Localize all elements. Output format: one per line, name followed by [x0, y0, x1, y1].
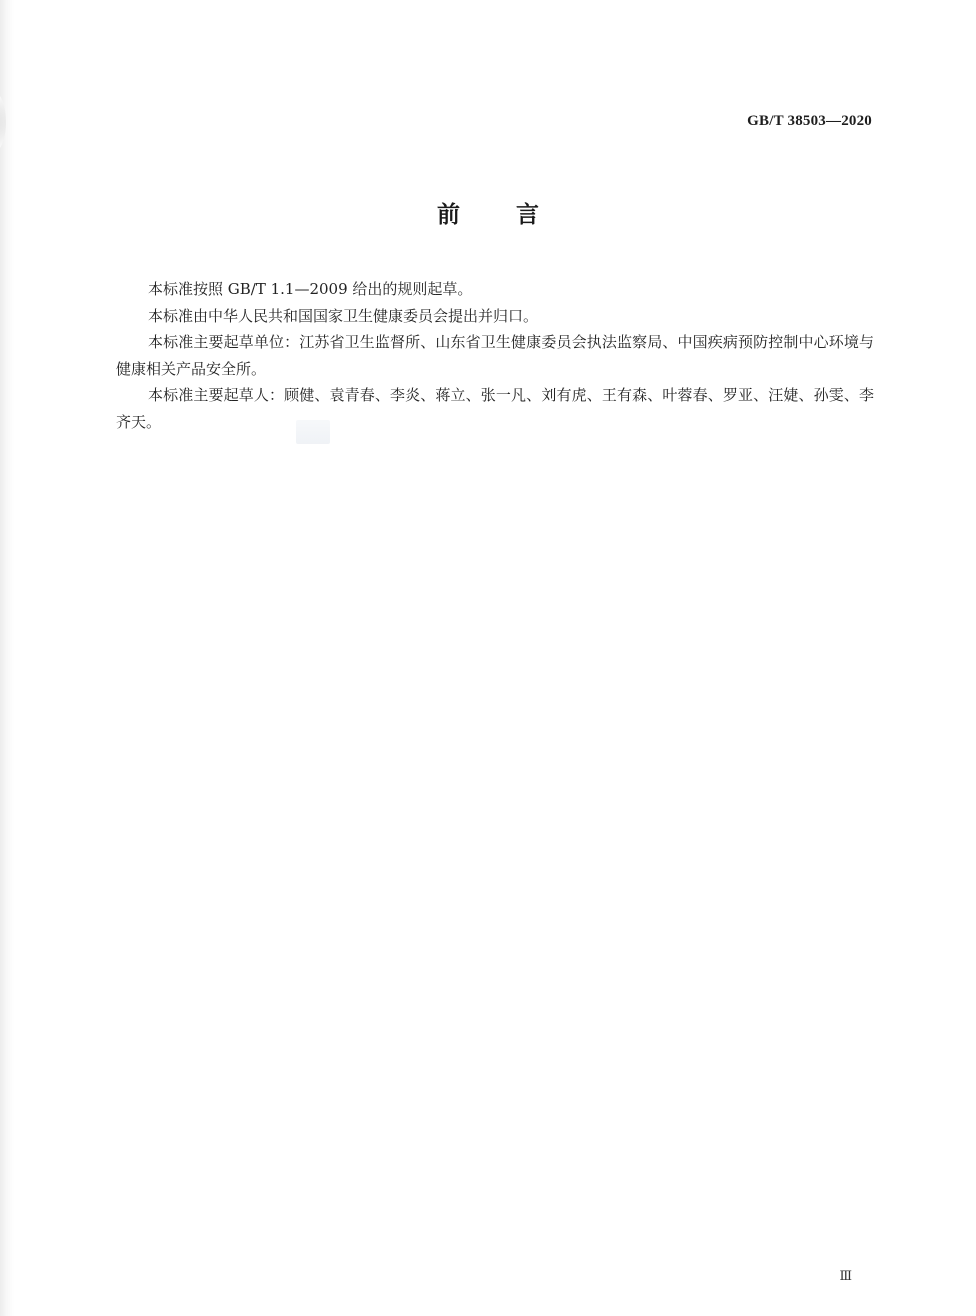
foreword-body	[116, 276, 874, 436]
page-number: Ⅲ	[839, 1268, 852, 1283]
page-title: 前言	[437, 202, 595, 228]
scan-smudge	[296, 420, 330, 444]
paragraph-drafting-rules: 本标准按照 GB/T 1.1—2009 给出的规则起草。	[148, 280, 473, 298]
paragraph-proposer: 本标准由中华人民共和国国家卫生健康委员会提出并归口。	[148, 306, 539, 325]
paragraph-drafters: 本标准主要起草人：顾健、袁青春、李炎、蒋立、张一凡、刘有虎、王有森、叶蓉春、罗亚、汪婕、孙雯、李齐天。	[116, 386, 874, 431]
standard-code-header: GB/T 38503—2020	[747, 113, 872, 129]
paragraph-drafting-units: 本标准主要起草单位：江苏省卫生监督所、山东省卫生健康委员会执法监察局、中国疾病预防控制中心环境与健康相关产品安全所。	[116, 333, 874, 378]
